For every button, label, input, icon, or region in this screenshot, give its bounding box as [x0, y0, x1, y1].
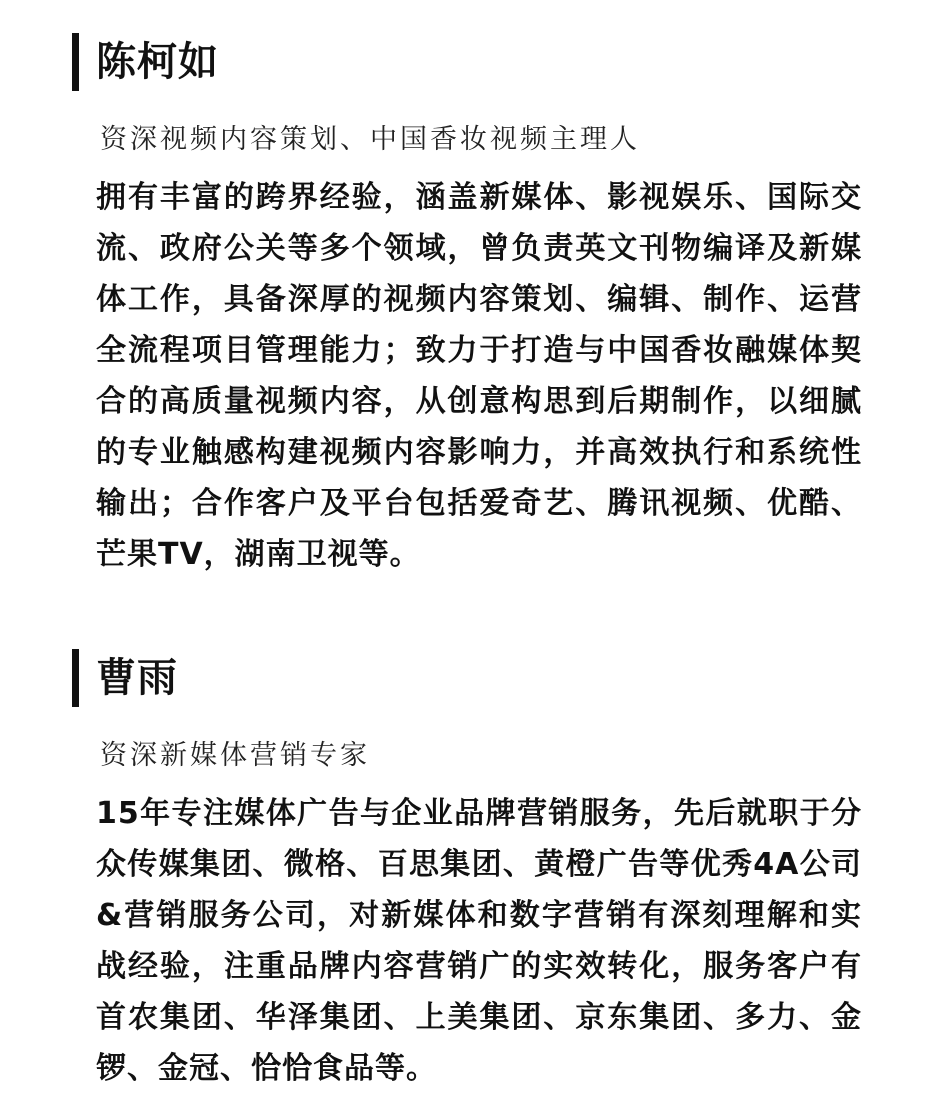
profile-card	[72, 648, 872, 1094]
profile-card	[72, 32, 872, 580]
profile-title: 资深视频内容策划、中国香妆视频主理人	[100, 124, 640, 155]
accent-bar	[72, 649, 79, 707]
profile-name: 陈柯如	[96, 39, 219, 85]
profile-bio: 拥有丰富的跨界经验，涵盖新媒体、影视娱乐、国际交流、政府公关等多个领域，曾负责英文刊物编译及新媒体工作，具备深厚的视频内容策划、编辑、制作、运营全流程项目管理能力；致力于打造与中国香妆融媒体契合的高质量视频内容，从创意构思到后期制作，以细腻的专业触感构建视频内容影响力，并高效执行和系统性输出；合作客户及平台包括爱奇艺、腾讯视频、优酷、芒果TV，湖南卫视等。	[96, 180, 862, 572]
profile-header	[72, 648, 872, 708]
profile-bio: 15年专注媒体广告与企业品牌营销服务，先后就职于分众传媒集团、微格、百思集团、黄橙广告等优秀4A公司&营销服务公司，对新媒体和数字营销有深刻理解和实战经验，注重品牌内容营销广的实效转化，服务客户有首农集团、华泽集团、上美集团、京东集团、多力、金锣、金冠、恰恰食品等。	[96, 796, 862, 1086]
profile-name: 曹雨	[96, 655, 178, 701]
accent-bar	[72, 33, 79, 91]
profile-header	[72, 32, 872, 92]
profile-title: 资深新媒体营销专家	[100, 740, 370, 771]
